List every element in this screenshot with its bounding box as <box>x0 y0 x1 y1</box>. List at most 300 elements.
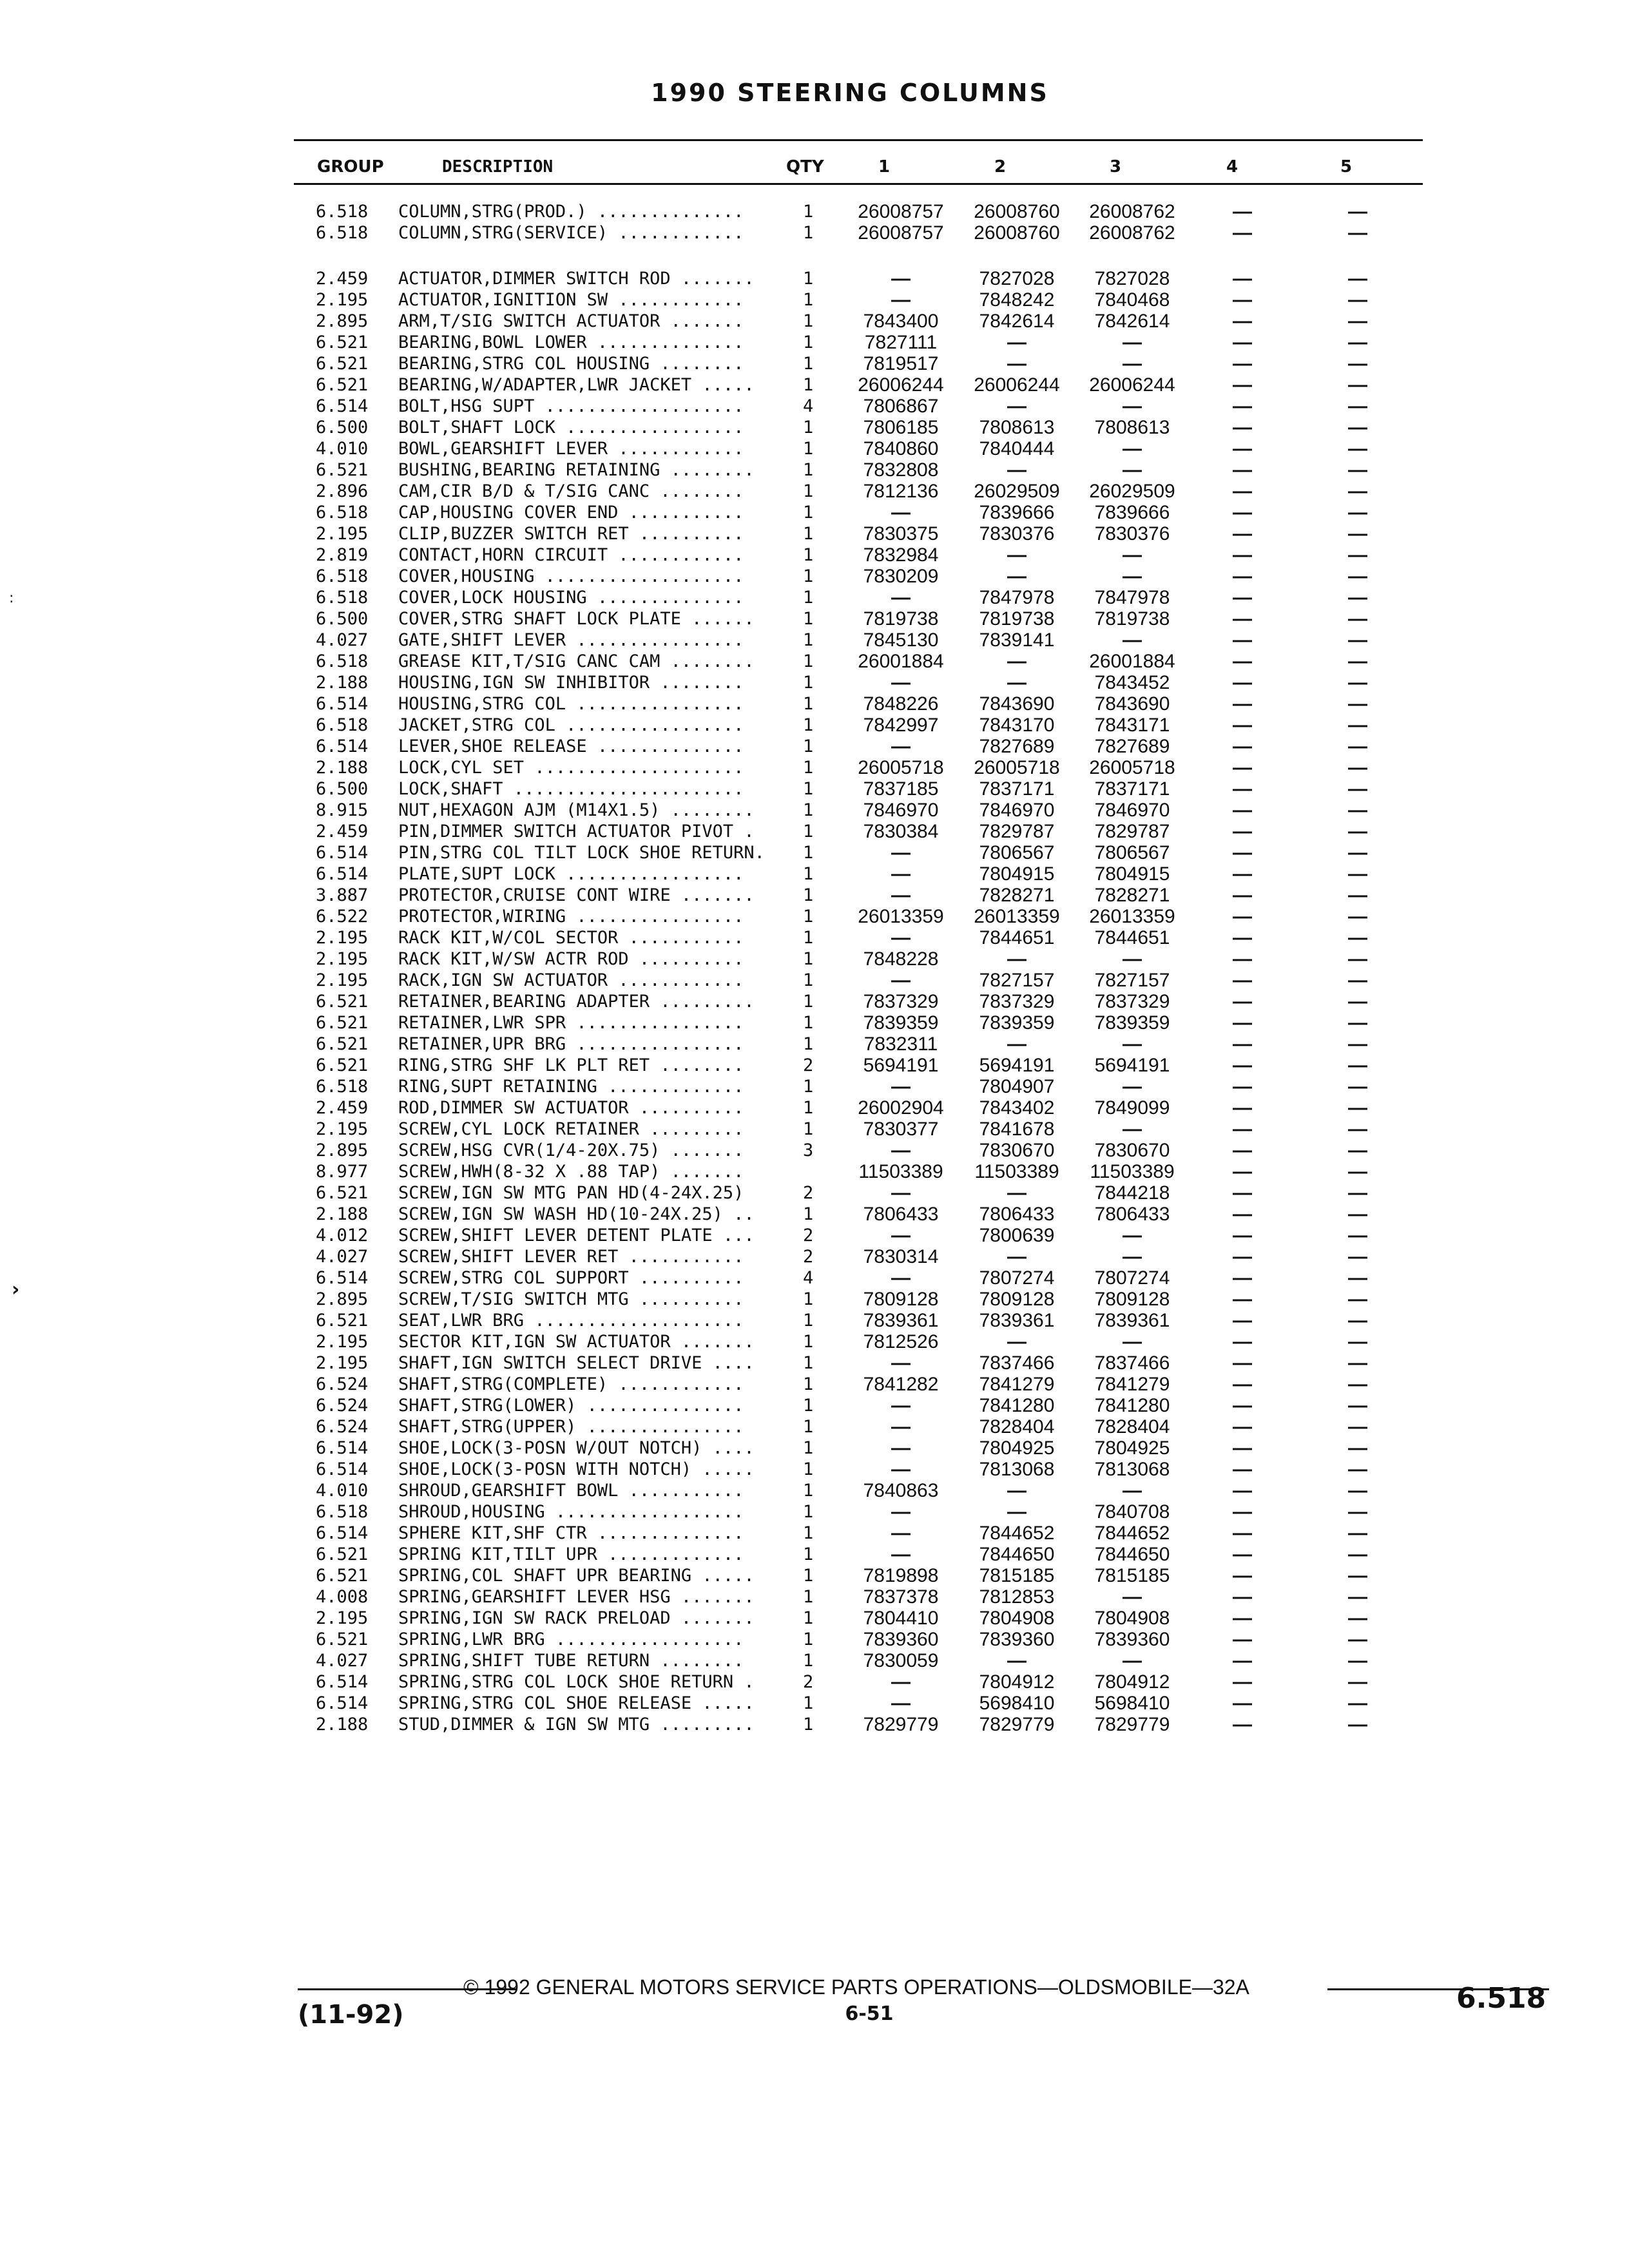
part-number-col-4: — <box>1233 1416 1252 1437</box>
table-row <box>0 1671 1629 1693</box>
group-cell: 6.521 <box>316 992 369 1012</box>
group-cell: 6.518 <box>316 223 369 243</box>
part-number-col-3: 7804925 <box>1094 1437 1170 1459</box>
part-number-col-5: — <box>1348 1374 1367 1395</box>
part-number-col-2: 7812853 <box>979 1586 1055 1608</box>
part-number-col-2: 7815185 <box>979 1565 1055 1586</box>
part-number-col-3: 7829787 <box>1094 821 1170 842</box>
part-number-col-2: 7804908 <box>979 1608 1055 1629</box>
qty-cell: 1 <box>803 1715 814 1735</box>
table-row <box>0 1650 1629 1671</box>
part-number-col-5: — <box>1348 201 1367 222</box>
qty-cell: 1 <box>803 970 814 990</box>
part-number-col-5: — <box>1348 1161 1367 1182</box>
part-number-col-2: 7841279 <box>979 1374 1055 1395</box>
part-number-col-4: — <box>1233 715 1252 736</box>
part-number-col-3: 7827157 <box>1094 970 1170 991</box>
part-number-col-5: — <box>1348 1480 1367 1501</box>
table-row <box>0 970 1629 991</box>
table-row <box>0 885 1629 906</box>
header-group: GROUP <box>317 157 384 177</box>
description-cell: SHAFT,IGN SWITCH SELECT DRIVE .... <box>398 1353 755 1373</box>
part-number-col-4: — <box>1233 736 1252 757</box>
part-number-col-4: — <box>1233 885 1252 906</box>
part-number-col-3: 7849099 <box>1094 1097 1170 1119</box>
qty-cell: 1 <box>803 1077 814 1097</box>
part-number-col-3: 7844218 <box>1094 1182 1170 1204</box>
part-number-col-4: — <box>1233 481 1252 502</box>
part-number-col-1: 7829779 <box>863 1714 939 1735</box>
group-cell: 6.518 <box>316 503 369 523</box>
part-number-col-1: — <box>891 1693 911 1714</box>
part-number-col-1: 7830384 <box>863 821 939 842</box>
part-number-col-1: 7839361 <box>863 1310 939 1331</box>
part-number-col-5: — <box>1348 1055 1367 1076</box>
qty-cell: 1 <box>803 694 814 714</box>
table-row <box>0 1076 1629 1097</box>
part-number-col-1: — <box>891 1523 911 1544</box>
part-number-col-5: — <box>1348 672 1367 693</box>
group-cell: 6.521 <box>316 460 369 480</box>
part-number-col-2: 7843690 <box>979 693 1055 715</box>
table-row <box>0 1033 1629 1055</box>
table-row <box>0 757 1629 778</box>
description-cell: BOLT,SHAFT LOCK ................. <box>398 418 744 437</box>
part-number-col-1: 7848226 <box>863 693 939 715</box>
part-number-col-4: — <box>1233 1076 1252 1097</box>
group-cell: 2.195 <box>316 1608 369 1628</box>
qty-cell: 1 <box>803 1566 814 1586</box>
part-number-col-4: — <box>1233 778 1252 800</box>
part-number-col-3: — <box>1123 629 1142 651</box>
qty-cell: 1 <box>803 1587 814 1607</box>
part-number-col-4: — <box>1233 1331 1252 1352</box>
part-number-col-1: — <box>891 970 911 991</box>
description-cell: COVER,STRG SHAFT LOCK PLATE ...... <box>398 609 755 629</box>
part-number-col-5: — <box>1348 459 1367 481</box>
qty-cell: 1 <box>803 736 814 756</box>
qty-cell: 1 <box>803 1098 814 1118</box>
part-number-col-3: 7837466 <box>1094 1352 1170 1374</box>
description-cell: COVER,LOCK HOUSING .............. <box>398 588 744 608</box>
description-cell: SHROUD,GEARSHIFT BOWL ........... <box>398 1481 744 1501</box>
part-number-col-4: — <box>1233 201 1252 222</box>
group-cell: 2.459 <box>316 1098 369 1118</box>
group-cell: 4.027 <box>316 1247 369 1267</box>
part-number-col-2: 7829787 <box>979 821 1055 842</box>
description-cell: SPRING,SHIFT TUBE RETURN ........ <box>398 1651 744 1671</box>
part-number-col-2: 7804915 <box>979 863 1055 885</box>
description-cell: CAP,HOUSING COVER END ........... <box>398 503 744 523</box>
group-cell: 6.518 <box>316 588 369 608</box>
part-number-col-4: — <box>1233 417 1252 438</box>
part-number-col-3: 26029509 <box>1089 481 1175 502</box>
header-qty: QTY <box>786 157 824 177</box>
table-row <box>0 1523 1629 1544</box>
part-number-col-5: — <box>1348 481 1367 502</box>
part-number-col-5: — <box>1348 1565 1367 1586</box>
part-number-col-4: — <box>1233 1012 1252 1033</box>
part-number-col-5: — <box>1348 927 1367 948</box>
part-number-col-4: — <box>1233 459 1252 481</box>
footer-copyright: © 1992 GENERAL MOTORS SERVICE PARTS OPERATIONS—OLDSMOBILE—32A <box>463 1975 1249 1999</box>
table-row <box>0 396 1629 417</box>
part-number-col-5: — <box>1348 587 1367 608</box>
description-cell: ROD,DIMMER SW ACTUATOR .......... <box>398 1098 744 1118</box>
part-number-col-5: — <box>1348 1586 1367 1608</box>
part-number-col-4: — <box>1233 1033 1252 1055</box>
group-cell: 6.521 <box>316 1013 369 1033</box>
description-cell: RACK KIT,W/COL SECTOR ........... <box>398 928 744 948</box>
part-number-col-4: — <box>1233 1459 1252 1480</box>
part-number-col-4: — <box>1233 927 1252 948</box>
table-row <box>0 1544 1629 1565</box>
part-number-col-4: — <box>1233 1246 1252 1267</box>
group-cell: 6.524 <box>316 1417 369 1437</box>
part-number-col-3: 7839360 <box>1094 1629 1170 1650</box>
part-number-col-5: — <box>1348 1352 1367 1374</box>
part-number-col-2: — <box>1007 1182 1027 1204</box>
part-number-col-4: — <box>1233 268 1252 289</box>
part-number-col-1: — <box>891 885 911 906</box>
table-row <box>0 502 1629 523</box>
part-number-col-5: — <box>1348 1012 1367 1033</box>
description-cell: GATE,SHIFT LEVER ................ <box>398 630 744 650</box>
qty-cell: 1 <box>803 1289 814 1309</box>
part-number-col-1: — <box>891 268 911 289</box>
part-number-col-1: 7837378 <box>863 1586 939 1608</box>
table-row <box>0 991 1629 1012</box>
table-row <box>0 863 1629 885</box>
description-cell: RACK KIT,W/SW ACTR ROD .......... <box>398 949 744 969</box>
description-cell: GREASE KIT,T/SIG CANC CAM ........ <box>398 651 755 671</box>
qty-cell: 1 <box>803 1544 814 1564</box>
part-number-col-3: — <box>1123 1480 1142 1501</box>
description-cell: SCREW,SHIFT LEVER DETENT PLATE ... <box>398 1225 755 1245</box>
table-row <box>0 1501 1629 1523</box>
part-number-col-4: — <box>1233 438 1252 459</box>
description-cell: SCREW,IGN SW MTG PAN HD(4-24X.25) <box>398 1183 744 1203</box>
part-number-col-2: — <box>1007 651 1027 672</box>
part-number-col-1: 7830314 <box>863 1246 939 1267</box>
description-cell: SCREW,SHIFT LEVER RET ........... <box>398 1247 744 1267</box>
part-number-col-1: — <box>891 587 911 608</box>
part-number-col-5: — <box>1348 693 1367 715</box>
description-cell: RING,STRG SHF LK PLT RET ........ <box>398 1055 744 1075</box>
description-cell: LOCK,SHAFT ...................... <box>398 779 744 799</box>
group-cell: 4.008 <box>316 1587 369 1607</box>
description-cell: SEAT,LWR BRG .................... <box>398 1311 744 1331</box>
part-number-col-1: — <box>891 1501 911 1523</box>
part-number-col-1: — <box>891 1225 911 1246</box>
part-number-col-3: — <box>1123 1119 1142 1140</box>
qty-cell: 1 <box>803 223 814 243</box>
part-number-col-3: 7804908 <box>1094 1608 1170 1629</box>
part-number-col-1: — <box>891 1140 911 1161</box>
part-number-col-4: — <box>1233 1267 1252 1289</box>
part-number-col-3: 26013359 <box>1089 906 1175 927</box>
group-cell: 6.514 <box>316 736 369 756</box>
description-cell: SECTOR KIT,IGN SW ACTUATOR ....... <box>398 1332 755 1352</box>
part-number-col-4: — <box>1233 1204 1252 1225</box>
qty-cell: 1 <box>803 1374 814 1394</box>
group-cell: 6.514 <box>316 1459 369 1479</box>
part-number-col-5: — <box>1348 1714 1367 1735</box>
group-cell: 6.514 <box>316 1268 369 1288</box>
group-cell: 6.521 <box>316 1183 369 1203</box>
part-number-col-1: 7830375 <box>863 523 939 544</box>
part-number-col-1: 26013359 <box>858 906 944 927</box>
description-cell: STUD,DIMMER & IGN SW MTG ......... <box>398 1715 755 1735</box>
part-number-col-1: 7837185 <box>863 778 939 800</box>
part-number-col-1: 7841282 <box>863 1374 939 1395</box>
part-number-col-4: — <box>1233 1671 1252 1693</box>
group-cell: 2.195 <box>316 1119 369 1139</box>
group-cell: 6.514 <box>316 694 369 714</box>
table-row <box>0 374 1629 396</box>
table-row <box>0 1480 1629 1501</box>
group-cell: 6.500 <box>316 418 369 437</box>
table-row <box>0 459 1629 481</box>
qty-cell: 1 <box>803 1651 814 1671</box>
part-number-col-2: 7839666 <box>979 502 1055 523</box>
part-number-col-3: 7840708 <box>1094 1501 1170 1523</box>
part-number-col-4: — <box>1233 566 1252 587</box>
part-number-col-5: — <box>1348 353 1367 374</box>
table-row <box>0 1140 1629 1161</box>
part-number-col-5: — <box>1348 1437 1367 1459</box>
part-number-col-5: — <box>1348 1459 1367 1480</box>
part-number-col-2: 26029509 <box>974 481 1060 502</box>
header-description: DESCRIPTION <box>442 157 554 177</box>
qty-cell: 1 <box>803 1396 814 1416</box>
part-number-col-3: — <box>1123 566 1142 587</box>
part-number-col-3: 26006244 <box>1089 374 1175 396</box>
table-row <box>0 1012 1629 1033</box>
description-cell: SPRING KIT,TILT UPR ............. <box>398 1544 744 1564</box>
description-cell: BEARING,STRG COL HOUSING ........ <box>398 354 744 374</box>
part-number-col-2: 7819738 <box>979 608 1055 629</box>
part-number-col-3: 7813068 <box>1094 1459 1170 1480</box>
part-number-col-2: 26005718 <box>974 757 1060 778</box>
part-number-col-2: 26008760 <box>974 201 1060 222</box>
part-number-col-5: — <box>1348 396 1367 417</box>
part-number-col-4: — <box>1233 970 1252 991</box>
part-number-col-3: 7837329 <box>1094 991 1170 1012</box>
table-row <box>0 1310 1629 1331</box>
table-row <box>0 906 1629 927</box>
qty-cell: 1 <box>803 460 814 480</box>
description-cell: HOUSING,IGN SW INHIBITOR ........ <box>398 673 744 693</box>
part-number-col-2: 26013359 <box>974 906 1060 927</box>
table-row <box>0 1119 1629 1140</box>
part-number-col-3: 5694191 <box>1094 1055 1170 1076</box>
description-cell: PIN,STRG COL TILT LOCK SHOE RETURN. <box>398 843 765 863</box>
table-row <box>0 927 1629 948</box>
description-cell: RING,SUPT RETAINING ............. <box>398 1077 744 1097</box>
part-number-col-4: — <box>1233 1586 1252 1608</box>
part-number-col-3: — <box>1123 459 1142 481</box>
part-number-col-5: — <box>1348 289 1367 311</box>
qty-cell: 1 <box>803 864 814 884</box>
part-number-col-5: — <box>1348 991 1367 1012</box>
table-row <box>0 222 1629 244</box>
part-number-col-1: — <box>891 1182 911 1204</box>
part-number-col-2: 7830376 <box>979 523 1055 544</box>
qty-cell: 4 <box>803 396 814 416</box>
description-cell: RETAINER,UPR BRG ................ <box>398 1034 744 1054</box>
table-row <box>0 1416 1629 1437</box>
description-cell: PROTECTOR,CRUISE CONT WIRE ....... <box>398 885 755 905</box>
qty-cell: 1 <box>803 1608 814 1628</box>
part-number-col-4: — <box>1233 374 1252 396</box>
description-cell: PROTECTOR,WIRING ................ <box>398 907 744 927</box>
part-number-col-2: 7828404 <box>979 1416 1055 1437</box>
table-row <box>0 1565 1629 1586</box>
group-cell: 2.188 <box>316 758 369 778</box>
description-cell: CAM,CIR B/D & T/SIG CANC ........ <box>398 481 744 501</box>
part-number-col-1: 7839360 <box>863 1629 939 1650</box>
description-cell: ACTUATOR,DIMMER SWITCH ROD ....... <box>398 269 755 289</box>
description-cell: SHOE,LOCK(3-POSN W/OUT NOTCH) .... <box>398 1438 755 1458</box>
description-cell: SCREW,CYL LOCK RETAINER ......... <box>398 1119 744 1139</box>
qty-cell: 1 <box>803 588 814 608</box>
description-cell: SPRING,COL SHAFT UPR BEARING ..... <box>398 1566 755 1586</box>
table-row <box>0 1246 1629 1267</box>
part-number-col-4: — <box>1233 1565 1252 1586</box>
table-row <box>0 1267 1629 1289</box>
table-row <box>0 1289 1629 1310</box>
part-number-col-5: — <box>1348 1523 1367 1544</box>
part-number-col-3: 7827028 <box>1094 268 1170 289</box>
group-cell: 2.195 <box>316 1332 369 1352</box>
part-number-col-1: 7812526 <box>863 1331 939 1352</box>
table-row <box>0 523 1629 544</box>
description-cell: ACTUATOR,IGNITION SW ............ <box>398 290 744 310</box>
part-number-col-2: 7846970 <box>979 800 1055 821</box>
part-number-col-4: — <box>1233 1523 1252 1544</box>
part-number-col-4: — <box>1233 1182 1252 1204</box>
description-cell: RACK,IGN SW ACTUATOR ............ <box>398 970 744 990</box>
part-number-col-3: — <box>1123 353 1142 374</box>
group-cell: 6.514 <box>316 1672 369 1692</box>
part-number-col-4: — <box>1233 1352 1252 1374</box>
description-cell: SHAFT,STRG(UPPER) ............... <box>398 1417 744 1437</box>
part-number-col-5: — <box>1348 523 1367 544</box>
part-number-col-5: — <box>1348 502 1367 523</box>
part-number-col-4: — <box>1233 1629 1252 1650</box>
part-number-col-4: — <box>1233 842 1252 863</box>
part-number-col-3: 7847978 <box>1094 587 1170 608</box>
qty-cell: 2 <box>803 1225 814 1245</box>
part-number-col-1: — <box>891 1076 911 1097</box>
part-number-col-4: — <box>1233 821 1252 842</box>
part-number-col-4: — <box>1233 948 1252 970</box>
part-number-col-3: 26001884 <box>1089 651 1175 672</box>
table-row <box>0 1352 1629 1374</box>
part-number-col-2: 7807274 <box>979 1267 1055 1289</box>
part-number-col-1: — <box>891 672 911 693</box>
table-row <box>0 332 1629 353</box>
table-row <box>0 1055 1629 1076</box>
part-number-col-5: — <box>1348 863 1367 885</box>
table-row <box>0 353 1629 374</box>
table-row <box>0 311 1629 332</box>
part-number-col-3: 7830670 <box>1094 1140 1170 1161</box>
qty-cell: 1 <box>803 524 814 544</box>
table-row <box>0 1459 1629 1480</box>
qty-cell: 1 <box>803 1034 814 1054</box>
qty-cell: 1 <box>803 1417 814 1437</box>
part-number-col-2: — <box>1007 459 1027 481</box>
part-number-col-1: 7806867 <box>863 396 939 417</box>
part-number-col-4: — <box>1233 332 1252 353</box>
part-number-col-4: — <box>1233 672 1252 693</box>
part-number-col-3: 7837171 <box>1094 778 1170 800</box>
part-number-col-1: 7812136 <box>863 481 939 502</box>
part-number-col-3: 7806567 <box>1094 842 1170 863</box>
group-cell: 6.514 <box>316 1523 369 1543</box>
part-number-col-4: — <box>1233 991 1252 1012</box>
part-number-col-5: — <box>1348 821 1367 842</box>
table-row <box>0 842 1629 863</box>
part-number-col-1: — <box>891 736 911 757</box>
part-number-col-5: — <box>1348 1608 1367 1629</box>
part-number-col-2: 7837329 <box>979 991 1055 1012</box>
description-cell: CLIP,BUZZER SWITCH RET .......... <box>398 524 744 544</box>
part-number-col-5: — <box>1348 222 1367 244</box>
group-cell: 6.521 <box>316 375 369 395</box>
qty-cell: 1 <box>803 907 814 927</box>
group-cell: 6.522 <box>316 907 369 927</box>
group-cell: 2.195 <box>316 949 369 969</box>
description-cell: SPRING,IGN SW RACK PRELOAD ....... <box>398 1608 755 1628</box>
part-number-col-2: 7813068 <box>979 1459 1055 1480</box>
part-number-col-5: — <box>1348 1033 1367 1055</box>
part-number-col-4: — <box>1233 1544 1252 1565</box>
part-number-col-1: 7827111 <box>864 332 938 353</box>
description-cell: SHROUD,HOUSING .................. <box>398 1502 744 1522</box>
part-number-col-4: — <box>1233 757 1252 778</box>
description-cell: SCREW,HWH(8-32 X .88 TAP) ....... <box>398 1162 744 1182</box>
description-cell: SHOE,LOCK(3-POSN WITH NOTCH) ..... <box>398 1459 755 1479</box>
table-row <box>0 1374 1629 1395</box>
part-number-col-2: 7830670 <box>979 1140 1055 1161</box>
description-cell: COLUMN,STRG(PROD.) .............. <box>398 202 744 222</box>
table-row <box>0 736 1629 757</box>
part-number-col-5: — <box>1348 885 1367 906</box>
qty-cell: 1 <box>803 758 814 778</box>
part-number-col-3: 7830376 <box>1094 523 1170 544</box>
qty-cell: 1 <box>803 1523 814 1543</box>
qty-cell: 2 <box>803 1247 814 1267</box>
qty-cell: 4 <box>803 1268 814 1288</box>
group-cell: 2.195 <box>316 524 369 544</box>
group-cell: 2.459 <box>316 822 369 841</box>
part-number-col-2: — <box>1007 396 1027 417</box>
part-number-col-1: — <box>891 1437 911 1459</box>
part-number-col-1: — <box>891 502 911 523</box>
part-number-col-5: — <box>1348 800 1367 821</box>
group-cell: 4.027 <box>316 1651 369 1671</box>
part-number-col-1: 7848228 <box>863 948 939 970</box>
qty-cell: 1 <box>803 503 814 523</box>
part-number-col-4: — <box>1233 1225 1252 1246</box>
part-number-col-5: — <box>1348 566 1367 587</box>
group-cell: 2.895 <box>316 311 369 331</box>
table-row <box>0 268 1629 289</box>
part-number-col-5: — <box>1348 970 1367 991</box>
